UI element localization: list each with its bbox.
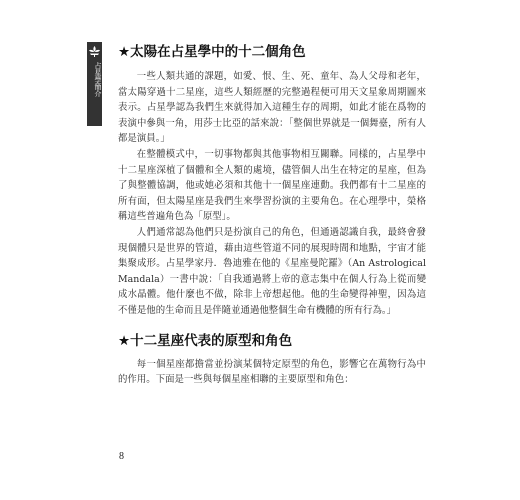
lotus-ornament-icon [88,45,101,58]
body-paragraph: 人們通常認為他們只是扮演自己的角色，但通過認識自我，最終會發現個體只是世界的管道，藉由這些管道不同的展現時間和地點，宇宙才能集聚成形。占星學家丹．魯迪雅在他的《星座曼陀羅》（An Astrological Mandala）一書中說：「自我通過將上帝的意志集中在個人行為上從而變成水晶體。他什麼也不做，除非上帝想起他。他的生命變得神聖，因為這不僅是他的生命而且是伴隨並通過他整個生命有機體的所有行為。」 [118,226,426,316]
page-number: 8 [119,451,124,462]
chapter-side-tab [87,42,102,126]
page-content [118,44,426,388]
body-paragraph: 每一個星座都擔當並扮演某個特定原型的角色，影響它在萬物行為中的作用。下面是一些與每個星座相聯的主要原型和角色： [118,358,426,386]
body-paragraph: 一些人類共通的課題，如愛、恨、生、死、童年、為人父母和老年，當太陽穿過十二星座，這些人類經歷的完整過程便可用天文星象周期圖來表示。占星學認為我們生來就得加入這種生存的周期，如此才能在爲物的表演中參與一角，用莎士比亞的話來說：「整個世界就是一個舞臺，所有人都是演員。」 [118,71,426,145]
section-heading-sun-roles: ★太陽在占星學中的十二個角色 [118,44,306,60]
body-paragraph: 在整體模式中，一切事物都與其他事物相互關聯。同樣的，占星學中十二星座深植了個體和全人類的處境，儘管個人出生在特定的星座，但為了與整體協調，他或她必須和其他十一個星座連動。我們都有十二星座的所有面，但太陽星座是我們生來學習扮演的主要角色。在心理學中，榮格稱這些普遍角色為「原型」。 [118,148,426,223]
section-heading-zodiac-archetypes: ★十二星座代表的原型和角色 [118,332,293,349]
chapter-label: 占星學簡介 [94,62,102,97]
